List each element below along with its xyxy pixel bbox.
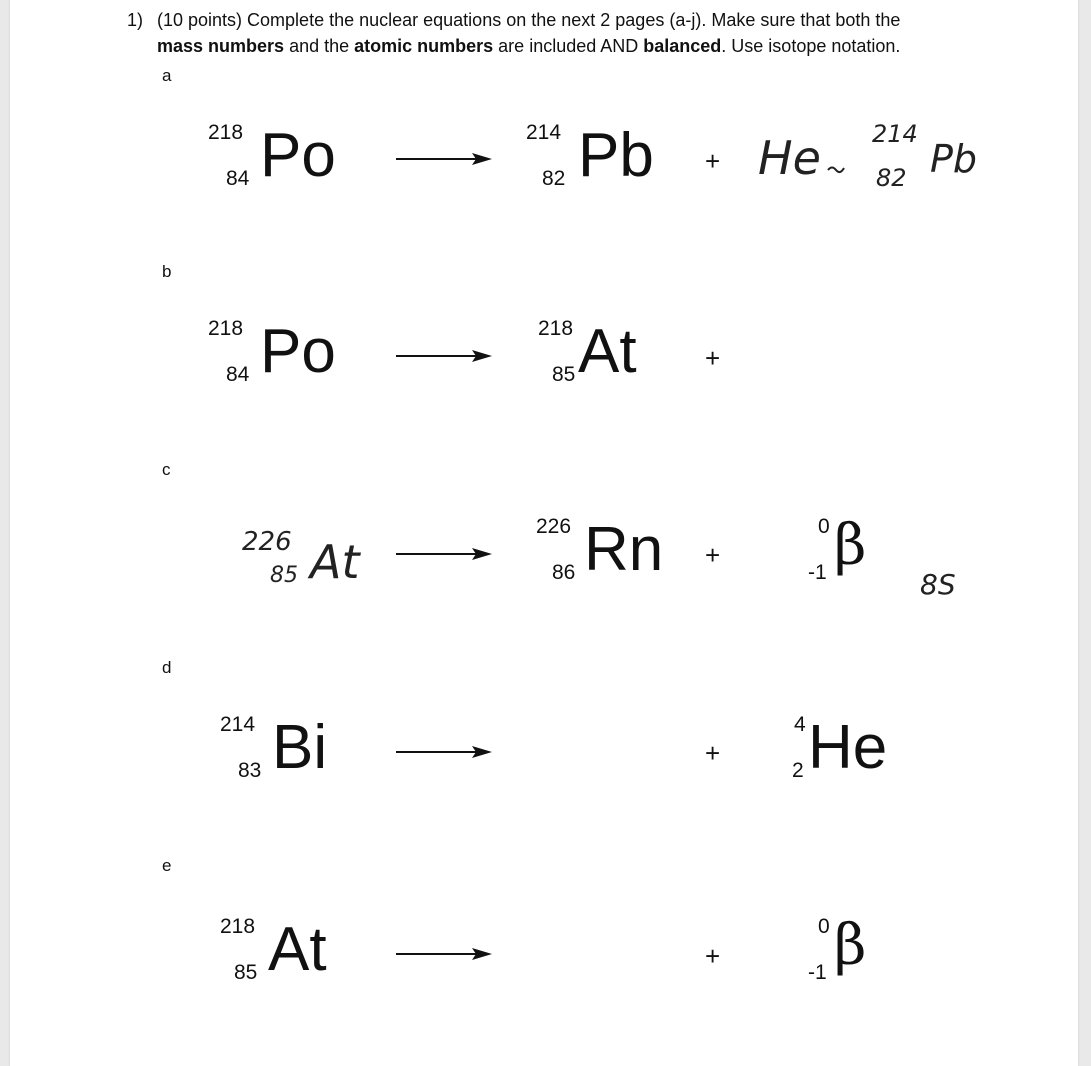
mass-number: 214 [220,713,256,736]
mass-number: 4 [794,713,806,736]
question-text-segment: . Use isotope notation. [721,36,901,56]
part-label-e: e [162,856,172,875]
handwritten-atomic: 82 [876,164,907,192]
reactant-isotope-e [220,912,360,992]
reactant-isotope-a [208,118,358,198]
question-header [127,7,1047,59]
handwritten-symbol: At [310,535,360,589]
part-label-c: c [162,460,171,479]
atomic-number: 86 [552,561,576,584]
mass-number: 218 [208,121,244,144]
mass-number: 218 [538,317,574,340]
handwritten-answer-a [752,112,992,202]
mass-number: 0 [818,515,830,538]
atomic-number: 2 [792,759,804,782]
handwritten-atomic: 85 [270,563,298,588]
element-symbol: Pb [578,121,654,190]
beta-particle-c [798,512,888,592]
handwritten-mass: 214 [872,120,918,148]
handwritten-note: 8S [920,568,956,601]
atomic-number: 85 [234,961,258,984]
element-symbol: He [808,713,888,782]
atomic-number: 84 [226,167,250,190]
reactant-isotope-b [208,314,358,394]
mass-number: 214 [526,121,562,144]
element-symbol: At [268,915,327,984]
part-label-b: b [162,262,172,281]
emphasis-mass-numbers: mass numbers [157,36,285,56]
reaction-arrow [396,546,492,562]
atomic-number: 82 [542,167,566,190]
reaction-arrow [396,946,492,962]
mass-number: 218 [220,915,256,938]
handwritten-symbol: He [758,131,821,185]
product-isotope-b [538,314,688,394]
part-label-d: d [162,658,172,677]
element-symbol: β [834,513,867,578]
mass-number: 0 [818,915,830,938]
element-symbol: Po [260,121,336,190]
element-symbol: Rn [584,515,664,584]
handwritten-note-c [916,562,996,602]
atomic-number: 83 [238,759,262,782]
reactant-isotope-d [220,710,360,790]
element-symbol: Po [260,317,336,386]
mass-number: 218 [208,317,244,340]
plus-sign: + [705,146,721,176]
reaction-arrow [396,744,492,760]
beta-particle-e [798,912,888,992]
element-symbol: Bi [272,713,328,782]
question-text-segment: and the [284,36,355,56]
plus-sign: + [705,343,721,373]
element-symbol: β [834,913,867,978]
mass-number: 226 [536,515,572,538]
atomic-number: -1 [808,961,827,984]
alpha-particle-d [788,710,908,790]
plus-sign: + [705,540,721,570]
question-text-line1: (10 points) Complete the nuclear equations on the next 2 pages (a-j). Make sure that both the [157,10,901,30]
emphasis-atomic-numbers: atomic numbers [354,36,494,56]
reaction-arrow [396,151,492,167]
question-text-segment: are included AND [493,36,644,56]
product-isotope-c [526,512,686,592]
plus-sign: + [705,738,721,768]
plus-sign: + [705,941,721,971]
part-label-a: a [162,66,172,85]
worksheet-page [10,0,1078,1066]
product-isotope-a [526,118,676,198]
atomic-number: 85 [552,363,576,386]
question-number: 1) [127,10,144,30]
element-symbol: At [578,317,637,386]
handwritten-tail: Pb [930,137,978,181]
atomic-number: -1 [808,561,827,584]
reaction-arrow [396,348,492,364]
atomic-number: 84 [226,363,250,386]
question-text-line2 [127,33,1047,59]
emphasis-balanced: balanced [643,36,722,56]
handwritten-reactant-c [240,514,390,594]
handwritten-mass: 226 [242,527,292,557]
